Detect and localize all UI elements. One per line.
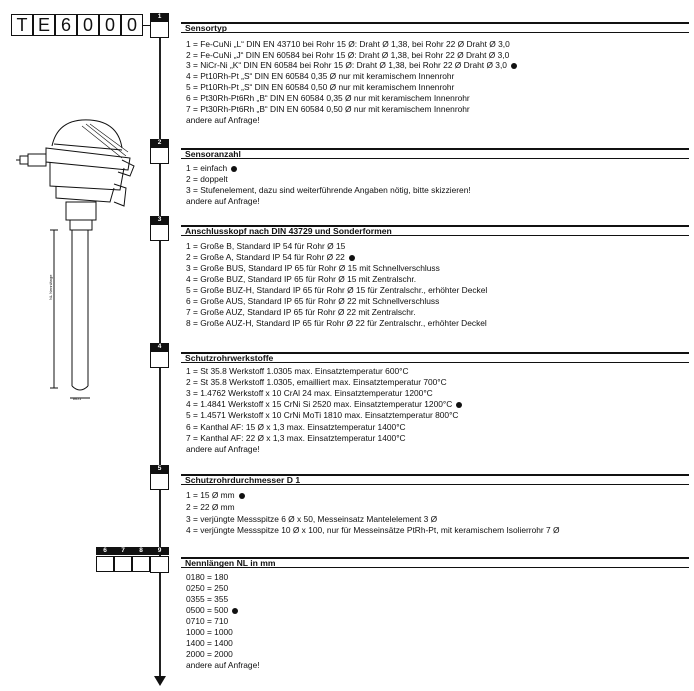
option-line: 3 = Große BUS, Standard IP 65 für Rohr Ø 15 mit Schnellverschluss xyxy=(186,263,440,273)
section-code-box xyxy=(150,473,169,490)
section-number: 1 xyxy=(150,13,169,21)
option-line: 2000 = 2000 xyxy=(186,649,233,659)
code-box-2: E xyxy=(33,14,55,36)
option-line: 6 = Pt30Rh-Pt6Rh „B“ DIN EN 60584 0,35 Ø nur mit keramischem Innenrohr xyxy=(186,93,470,103)
section-number: 9 xyxy=(150,547,169,555)
option-line: andere auf Anfrage! xyxy=(186,196,260,206)
arrow-down-icon xyxy=(154,676,166,686)
option-line: 2 = Große A, Standard IP 54 für Rohr Ø 22 xyxy=(186,252,355,262)
option-line: 7 = Große AUZ, Standard IP 65 für Rohr Ø 22 mit Zentralschr. xyxy=(186,307,416,317)
section-code-box xyxy=(150,351,169,368)
section-header xyxy=(181,352,689,363)
option-line: 0500 = 500 xyxy=(186,605,238,615)
option-line: 3 = NiCr-Ni „K“ DIN EN 60584 bei Rohr 15 Ø: Draht Ø 1,38, bei Rohr 22 Ø Draht Ø 3,0 xyxy=(186,60,517,70)
code-box-4: 0 xyxy=(77,14,99,36)
section-number: 7 xyxy=(114,547,132,555)
option-line: 4 = Große BUZ, Standard IP 65 für Rohr Ø 15 mit Zentralschr. xyxy=(186,274,417,284)
code-box-5: 0 xyxy=(99,14,121,36)
option-line: 4 = verjüngte Messspitze 10 Ø x 100, nur für Messeinsätze PtRh-Pt, mit keramischem Isolierrohr 7 Ø xyxy=(186,525,560,535)
option-line: 1 = Fe-CuNi „L“ DIN EN 43710 bei Rohr 15 Ø: Draht Ø 1,38, bei Rohr 22 Ø Draht Ø 3,0 xyxy=(186,39,510,49)
code-box-6: 0 xyxy=(121,14,143,36)
option-line: 6 = Kanthal AF: 15 Ø x 1,3 max. Einsatztemperatur 1400°C xyxy=(186,422,406,432)
option-line: andere auf Anfrage! xyxy=(186,444,260,454)
code-box-1: T xyxy=(11,14,33,36)
option-line: 8 = Große AUZ-H, Standard IP 65 für Rohr Ø 22 für Zentralschr., erhöhter Deckel xyxy=(186,318,487,328)
section-title: Schutzrohrdurchmesser D 1 xyxy=(185,475,301,485)
option-line: 0180 = 180 xyxy=(186,572,229,582)
option-line: 2 = 22 Ø mm xyxy=(186,502,235,512)
section-title: Sensortyp xyxy=(185,23,228,33)
option-line: andere auf Anfrage! xyxy=(186,660,260,670)
section-number: 2 xyxy=(150,139,169,147)
option-line: 1400 = 1400 xyxy=(186,638,233,648)
section-title: Anschlusskopf nach DIN 43729 und Sonderformen xyxy=(185,226,392,236)
length-code-box xyxy=(96,556,114,572)
length-code-box xyxy=(114,556,132,572)
default-marker xyxy=(349,255,355,261)
option-line: 5 = Große BUZ-H, Standard IP 65 für Rohr Ø 15 für Zentralschr., erhöhter Deckel xyxy=(186,285,488,295)
option-line: 4 = 1.4841 Werkstoff x 15 CrNi Si 2520 max. Einsatztemperatur 1200°C xyxy=(186,399,462,409)
option-line: 7 = Pt30Rh-Pt6Rh „B“ DIN EN 60584 0,50 Ø nur mit keramischem Innenrohr xyxy=(186,104,470,114)
default-marker xyxy=(239,493,245,499)
option-line: 3 = Stufenelement, dazu sind weiterführende Angaben nötig, bitte skizzieren! xyxy=(186,185,471,195)
section-code-box xyxy=(150,21,169,38)
d1-dimension-label: ØD1 xyxy=(73,396,82,401)
option-line: 7 = Kanthal AF: 22 Ø x 1,3 max. Einsatztemperatur 1400°C xyxy=(186,433,406,443)
option-line: 3 = verjüngte Messspitze 6 Ø x 50, Messeinsatz Mantelelement 3 Ø xyxy=(186,514,438,524)
option-line: andere auf Anfrage! xyxy=(186,115,260,125)
section-number: 6 xyxy=(96,547,114,555)
section-code-box xyxy=(150,556,169,573)
option-line: 2 = Fe-CuNi „J“ DIN EN 60584 bei Rohr 15 Ø: Draht Ø 1,38, bei Rohr 22 Ø Draht Ø 3,0 xyxy=(186,50,510,60)
option-line: 1 = Große B, Standard IP 54 für Rohr Ø 15 xyxy=(186,241,346,251)
nl-dimension-label: NL Nennlänge xyxy=(48,274,53,300)
option-line: 3 = 1.4762 Werkstoff x 10 CrAl 24 max. Einsatztemperatur 1200°C xyxy=(186,388,433,398)
section-title: Schutzrohrwerkstoffe xyxy=(185,353,274,363)
default-marker xyxy=(456,402,462,408)
section-title: Sensoranzahl xyxy=(185,149,241,159)
thermocouple-drawing xyxy=(10,118,150,408)
length-code-box xyxy=(132,556,150,572)
option-line: 1000 = 1000 xyxy=(186,627,233,637)
code-box-3: 6 xyxy=(55,14,77,36)
option-line: 6 = Große AUS, Standard IP 65 für Rohr Ø 22 mit Schnellverschluss xyxy=(186,296,440,306)
section-header xyxy=(181,474,689,485)
option-line: 1 = St 35.8 Werkstoff 1.0305 max. Einsatztemperatur 600°C xyxy=(186,366,409,376)
option-line: 0355 = 355 xyxy=(186,594,229,604)
option-line: 2 = St 35.8 Werkstoff 1.0305, emailliert max. Einsatztemperatur 700°C xyxy=(186,377,447,387)
option-line: 1 = einfach xyxy=(186,163,237,173)
section-number: 5 xyxy=(150,465,169,473)
section-header xyxy=(181,225,689,236)
section-header xyxy=(181,557,689,568)
section-number: 3 xyxy=(150,216,169,224)
default-marker xyxy=(231,166,237,172)
option-line: 5 = Pt10Rh-Pt „S“ DIN EN 60584 0,50 Ø nur mit keramischem Innenrohr xyxy=(186,82,455,92)
option-line: 0250 = 250 xyxy=(186,583,229,593)
section-number: 8 xyxy=(132,547,150,555)
option-line: 4 = Pt10Rh-Pt „S“ DIN EN 60584 0,35 Ø nur mit keramischem Innenrohr xyxy=(186,71,455,81)
default-marker xyxy=(511,63,517,69)
default-marker xyxy=(232,608,238,614)
section-code-box xyxy=(150,224,169,241)
section-code-box xyxy=(150,147,169,164)
section-title: Nennlängen NL in mm xyxy=(185,558,276,568)
section-header xyxy=(181,22,689,33)
section-header xyxy=(181,148,689,159)
option-line: 1 = 15 Ø mm xyxy=(186,490,245,500)
section-number: 4 xyxy=(150,343,169,351)
option-line: 0710 = 710 xyxy=(186,616,229,626)
option-line: 5 = 1.4571 Werkstoff x 10 CrNi MoTi 1810 max. Einsatztemperatur 800°C xyxy=(186,410,459,420)
option-line: 2 = doppelt xyxy=(186,174,228,184)
